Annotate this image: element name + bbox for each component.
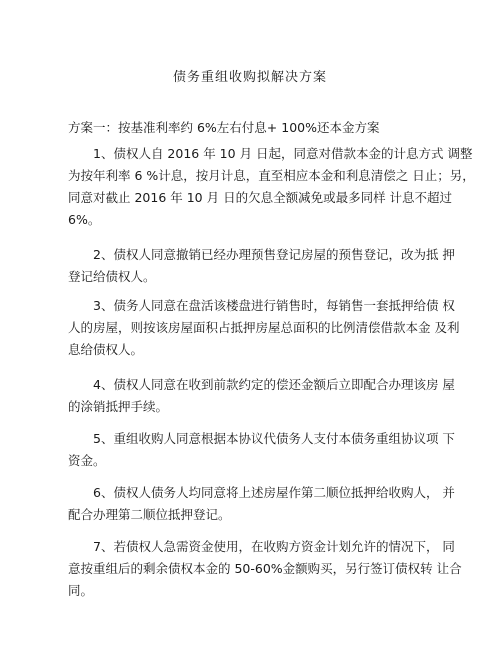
clause-4-line-1: 4、债权人同意在收到前款约定的偿还金额后立即配合办理该房 屋 (93, 377, 455, 392)
clause-3-line-1: 3、债务人同意在盘活该楼盘进行销售时，每销售一套抵押给债 权 (93, 298, 455, 313)
clause-1-line-2: 为按年利率 6 %计息，按月计息，直至相应本金和利息清偿之 日止；另， (68, 168, 475, 183)
clause-1-line-1: 1、债权人自 2016 年 10 月 日起，同意对借款本金的计息方式 调整 (93, 146, 473, 161)
clause-7-line-1: 7、若债权人急需资金使用，在收购方资金计划允许的情况下， 同 (93, 539, 455, 554)
clause-6-line-1: 6、债权人债务人均同意将上述房屋作第二顺位抵押给收购人， 并 (93, 485, 455, 500)
clause-2 (68, 244, 455, 288)
plan-heading: 方案一：按基准利率约 6%左右付息+ 100%还本金方案 (68, 120, 380, 135)
clause-1-line-3: 同意对截止 2016 年 10 月 日的欠息全额减免或最多同样 计息不超过 (68, 190, 453, 205)
clause-7 (68, 536, 462, 602)
clause-6 (68, 482, 455, 526)
clause-2-line-1: 2、债权人同意撤销已经办理预售登记房屋的预售登记，改为抵 押 (93, 247, 455, 262)
clause-4 (68, 374, 455, 418)
clause-6-line-2: 配合办理第二顺位抵押登记。 (68, 507, 231, 522)
document-title: 债务重组收购拟解决方案 (172, 70, 327, 85)
clause-5-line-2: 资金。 (68, 453, 106, 468)
clause-4-line-2: 的涂销抵押手续。 (68, 399, 169, 414)
clause-5-line-1: 5、重组收购人同意根据本协议代债务人支付本债务重组协议项 下 (93, 431, 455, 446)
clause-7-line-3: 同。 (68, 583, 94, 598)
clause-7-line-2: 意按重组后的剩余债权本金的 50-60%金额购买，另行签订债权转 让合 (68, 561, 462, 576)
clause-3-line-3: 息给债权人。 (68, 342, 144, 357)
clause-3 (68, 295, 460, 361)
clause-1-line-4: 6%。 (68, 212, 101, 227)
clause-2-line-2: 登记给债权人。 (68, 269, 156, 284)
clause-3-line-2: 人的房屋，则按该房屋面积占抵押房屋总面积的比例清偿借款本金 及利 (68, 320, 460, 335)
clause-5 (68, 428, 455, 472)
clause-1 (68, 143, 475, 231)
